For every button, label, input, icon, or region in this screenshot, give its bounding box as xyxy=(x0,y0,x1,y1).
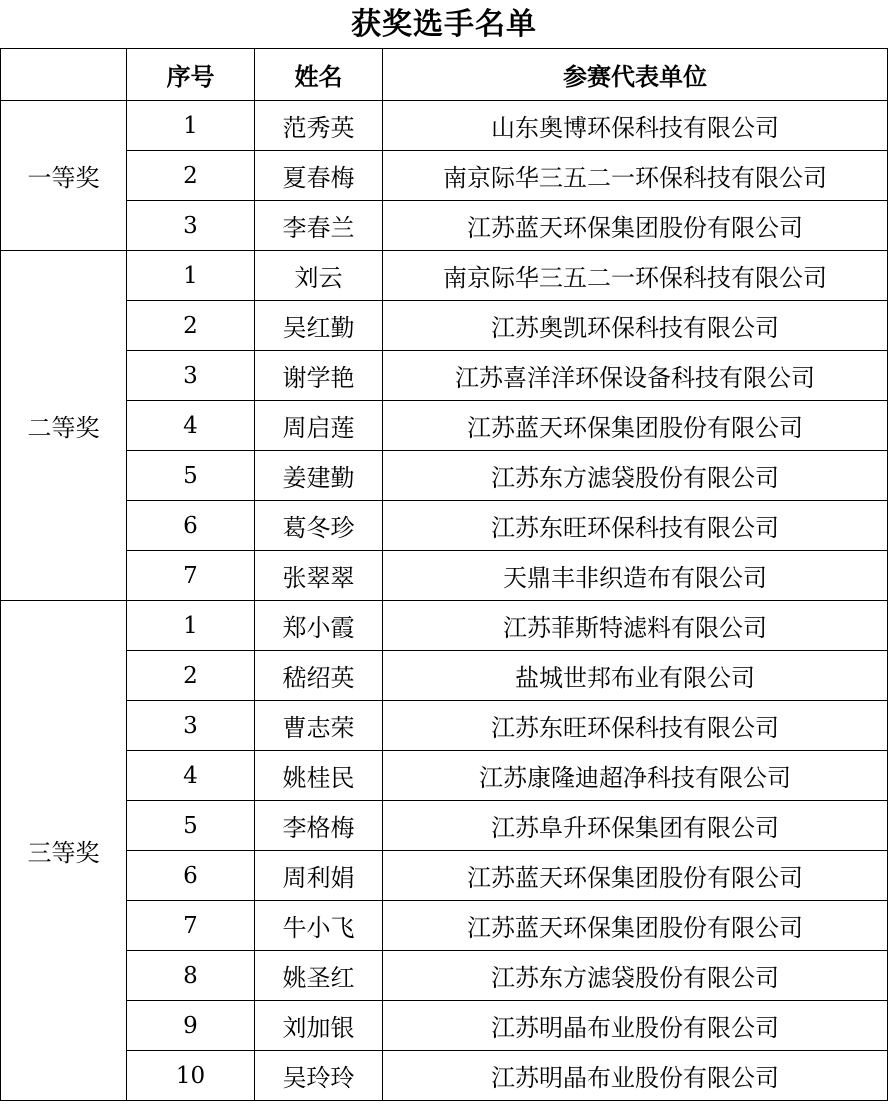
seq-number-cell: 7 xyxy=(127,901,255,951)
seq-number-cell: 2 xyxy=(127,301,255,351)
winner-name-cell: 吴玲玲 xyxy=(255,1051,383,1101)
seq-number-cell: 1 xyxy=(127,601,255,651)
seq-number-cell: 5 xyxy=(127,801,255,851)
seq-number-cell: 4 xyxy=(127,401,255,451)
seq-number-cell: 6 xyxy=(127,501,255,551)
organization-cell: 江苏蓝天环保集团股份有限公司 xyxy=(383,901,888,951)
header-row xyxy=(1,49,888,101)
table-row xyxy=(1,1001,888,1051)
organization-cell: 江苏蓝天环保集团股份有限公司 xyxy=(383,401,888,451)
seq-number-cell: 4 xyxy=(127,751,255,801)
winner-name-cell: 郑小霞 xyxy=(255,601,383,651)
winner-name-cell: 葛冬珍 xyxy=(255,501,383,551)
seq-number-cell: 7 xyxy=(127,551,255,601)
table-row xyxy=(1,301,888,351)
table-row xyxy=(1,151,888,201)
organization-cell: 天鼎丰非织造布有限公司 xyxy=(383,551,888,601)
organization-cell: 江苏康隆迪超净科技有限公司 xyxy=(383,751,888,801)
table-row xyxy=(1,801,888,851)
award-level-cell: 三等奖 xyxy=(1,601,127,1101)
organization-cell: 江苏明晶布业股份有限公司 xyxy=(383,1001,888,1051)
table-row xyxy=(1,351,888,401)
table-row xyxy=(1,951,888,1001)
seq-number-cell: 10 xyxy=(127,1051,255,1101)
organization-cell: 江苏东旺环保科技有限公司 xyxy=(383,501,888,551)
table-row xyxy=(1,851,888,901)
header-org: 参赛代表单位 xyxy=(383,49,888,101)
organization-cell: 江苏蓝天环保集团股份有限公司 xyxy=(383,851,888,901)
organization-cell: 江苏明晶布业股份有限公司 xyxy=(383,1051,888,1101)
organization-cell: 南京际华三五二一环保科技有限公司 xyxy=(383,251,888,301)
header-num: 序号 xyxy=(127,49,255,101)
winner-name-cell: 吴红勤 xyxy=(255,301,383,351)
award-level-cell: 二等奖 xyxy=(1,251,127,601)
table-row xyxy=(1,751,888,801)
table-row xyxy=(1,701,888,751)
seq-number-cell: 1 xyxy=(127,101,255,151)
organization-cell: 江苏阜升环保集团有限公司 xyxy=(383,801,888,851)
winner-name-cell: 李春兰 xyxy=(255,201,383,251)
organization-cell: 盐城世邦布业有限公司 xyxy=(383,651,888,701)
winners-body xyxy=(1,101,888,1101)
table-row xyxy=(1,251,888,301)
seq-number-cell: 3 xyxy=(127,351,255,401)
seq-number-cell: 9 xyxy=(127,1001,255,1051)
seq-number-cell: 3 xyxy=(127,701,255,751)
seq-number-cell: 3 xyxy=(127,201,255,251)
table-row xyxy=(1,901,888,951)
table-row xyxy=(1,101,888,151)
seq-number-cell: 6 xyxy=(127,851,255,901)
seq-number-cell: 2 xyxy=(127,651,255,701)
table-row xyxy=(1,501,888,551)
page-title: 获奖选手名单 xyxy=(351,7,537,42)
seq-number-cell: 5 xyxy=(127,451,255,501)
table-row xyxy=(1,651,888,701)
organization-cell: 江苏东方滤袋股份有限公司 xyxy=(383,951,888,1001)
table-row xyxy=(1,451,888,501)
table-row xyxy=(1,601,888,651)
organization-cell: 江苏菲斯特滤料有限公司 xyxy=(383,601,888,651)
seq-number-cell: 1 xyxy=(127,251,255,301)
organization-cell: 江苏东方滤袋股份有限公司 xyxy=(383,451,888,501)
table-row xyxy=(1,551,888,601)
winner-name-cell: 周利娟 xyxy=(255,851,383,901)
winner-name-cell: 嵇绍英 xyxy=(255,651,383,701)
winner-name-cell: 周启莲 xyxy=(255,401,383,451)
winner-name-cell: 谢学艳 xyxy=(255,351,383,401)
table-row xyxy=(1,201,888,251)
winner-name-cell: 夏春梅 xyxy=(255,151,383,201)
organization-cell: 江苏蓝天环保集团股份有限公司 xyxy=(383,201,888,251)
table-row xyxy=(1,401,888,451)
winner-name-cell: 李格梅 xyxy=(255,801,383,851)
winners-table xyxy=(0,48,888,1101)
header-name: 姓名 xyxy=(255,49,383,101)
award-level-cell: 一等奖 xyxy=(1,101,127,251)
organization-cell: 江苏奥凯环保科技有限公司 xyxy=(383,301,888,351)
organization-cell: 江苏喜洋洋环保设备科技有限公司 xyxy=(383,351,888,401)
seq-number-cell: 8 xyxy=(127,951,255,1001)
organization-cell: 江苏东旺环保科技有限公司 xyxy=(383,701,888,751)
winner-name-cell: 范秀英 xyxy=(255,101,383,151)
header-award xyxy=(1,49,127,101)
table-row xyxy=(1,1051,888,1101)
winner-name-cell: 曹志荣 xyxy=(255,701,383,751)
winner-name-cell: 姚桂民 xyxy=(255,751,383,801)
organization-cell: 山东奥博环保科技有限公司 xyxy=(383,101,888,151)
winner-name-cell: 刘云 xyxy=(255,251,383,301)
organization-cell: 南京际华三五二一环保科技有限公司 xyxy=(383,151,888,201)
seq-number-cell: 2 xyxy=(127,151,255,201)
winner-name-cell: 张翠翠 xyxy=(255,551,383,601)
winner-name-cell: 姚圣红 xyxy=(255,951,383,1001)
winner-name-cell: 牛小飞 xyxy=(255,901,383,951)
winner-name-cell: 姜建勤 xyxy=(255,451,383,501)
winner-name-cell: 刘加银 xyxy=(255,1001,383,1051)
